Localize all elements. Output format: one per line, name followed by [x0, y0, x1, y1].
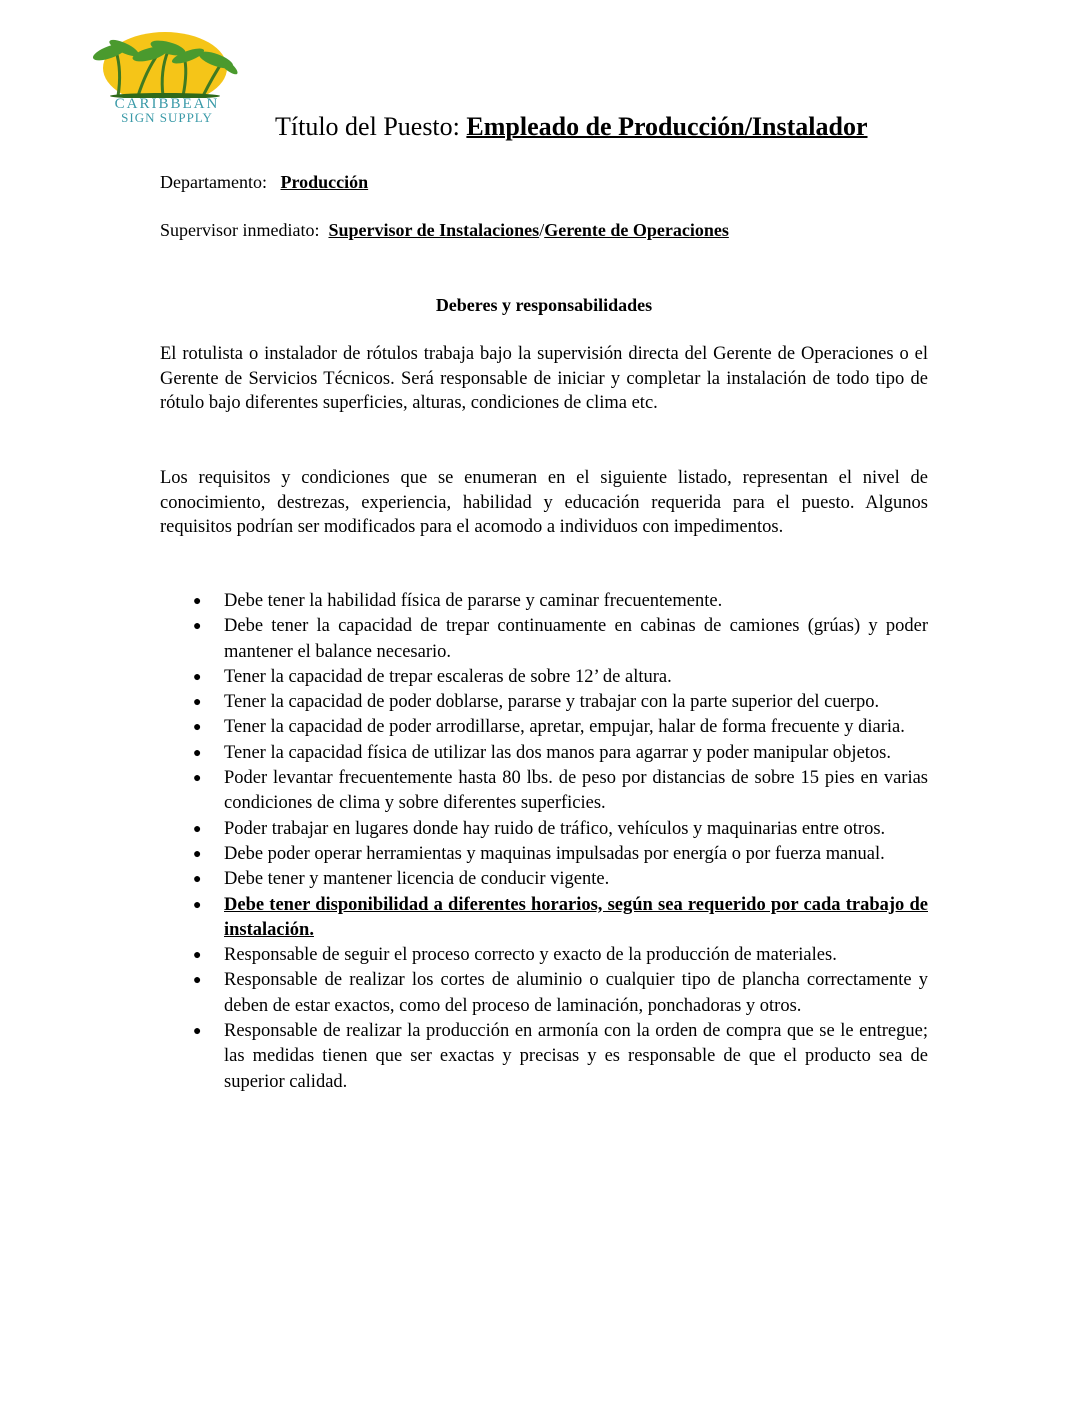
department-field [160, 172, 368, 193]
bullet-icon: ● [193, 897, 202, 913]
bullet-icon: ● [193, 745, 202, 761]
list-item: ● Responsable de realizar la producción en armonía con la orden de compra que se le entregue; las medidas tienen que ser exactas y precisas y es responsable de que el producto sea de superior calidad. [193, 1021, 928, 1092]
list-item: ● Tener la capacidad de poder arrodillarse, apretar, empujar, halar de forma frecuente y diaria. [160, 715, 928, 740]
palm-tree-sun-icon [88, 26, 243, 98]
list-item: ● Tener la capacidad de trepar escaleras de sobre 12’ de altura. [160, 665, 928, 690]
job-title-label: Título del Puesto: [275, 112, 467, 141]
supervisor-label: Supervisor inmediato: [160, 220, 320, 240]
list-item: ● Tener la capacidad de poder doblarse, pararse y trabajar con la parte superior del cuerpo. [160, 690, 928, 715]
supervisor-field [160, 220, 729, 241]
bullet-icon: ● [193, 973, 202, 989]
requirements-paragraph: Los requisitos y condiciones que se enumeran en el siguiente listado, representan el nivel de conocimiento, destrezas, experiencia, habilidad y educación requerida para el puesto. Algunos requisitos podrían ser modificados para el acomodo a individuos con impedimentos. [160, 468, 928, 537]
department-value: Producción [280, 172, 369, 192]
bullet-icon: ● [193, 846, 202, 862]
supervisor-separator: / [539, 220, 545, 240]
company-logo [88, 26, 243, 126]
supervisor-value-1: Supervisor de Instalaciones [328, 220, 540, 240]
supervisor-value-2: Gerente de Operaciones [544, 220, 729, 240]
department-label: Departamento: [160, 172, 267, 192]
list-item: ● Poder levantar frecuentemente hasta 80 lbs. de peso por distancias de sobre 15 pies en varias condiciones de clima y sobre diferentes superficies. [193, 768, 928, 814]
bullet-icon: ● [193, 821, 202, 837]
list-item: ● Debe tener la capacidad de trepar continuamente en cabinas de camiones (grúas) y poder mantener el balance necesario. [193, 616, 928, 662]
logo-line-1: CARIBBEAN [114, 96, 220, 112]
bullet-icon: ● [193, 594, 202, 609]
bullet-icon: ● [193, 695, 202, 711]
requirements-list [160, 589, 928, 1095]
bullet-icon: ● [193, 948, 202, 964]
bullet-icon: ● [193, 669, 202, 685]
bullet-icon: ● [193, 1024, 202, 1040]
list-item: ● Tener la capacidad física de utilizar las dos manos para agarrar y poder manipular objetos. [160, 741, 928, 766]
list-item: ● Responsable de seguir el proceso correcto y exacto de la producción de materiales. [160, 943, 928, 968]
bullet-icon: ● [193, 872, 202, 888]
list-item: ● Debe tener la habilidad física de pararse y caminar frecuentemente. [160, 589, 928, 614]
list-item: ● Responsable de realizar los cortes de aluminio o cualquier tipo de plancha correctamente y deben de estar exactos, como del proceso de laminación, ponchadoras y otros. [193, 970, 928, 1016]
job-title [275, 112, 868, 142]
bullet-icon: ● [193, 720, 202, 736]
logo-line-2: SIGN SUPPLY [121, 110, 213, 125]
list-item-emphasized: ● Debe tener disponibilidad a diferentes horarios, según sea requerido por cada trabajo de instalación. [193, 894, 928, 940]
list-item: ● Debe tener y mantener licencia de conducir vigente. [160, 867, 928, 892]
section-heading: Deberes y responsabilidades [435, 295, 653, 315]
list-item: ● Poder trabajar en lugares donde hay ruido de tráfico, vehículos y maquinarias entre otros. [160, 817, 928, 842]
list-item: ● Debe poder operar herramientas y maquinas impulsadas por energía o por fuerza manual. [160, 842, 928, 867]
job-title-value: Empleado de Producción/Instalador [466, 112, 868, 141]
bullet-icon: ● [193, 771, 202, 787]
intro-paragraph: El rotulista o instalador de rótulos trabaja bajo la supervisión directa del Gerente de Operaciones o el Gerente de Servicios Técnicos. Será responsable de iniciar y completar la instalación de todo tipo de rótulo bajo diferentes superficies, alturas, condiciones de clima etc. [160, 344, 928, 413]
bullet-icon: ● [193, 619, 202, 635]
